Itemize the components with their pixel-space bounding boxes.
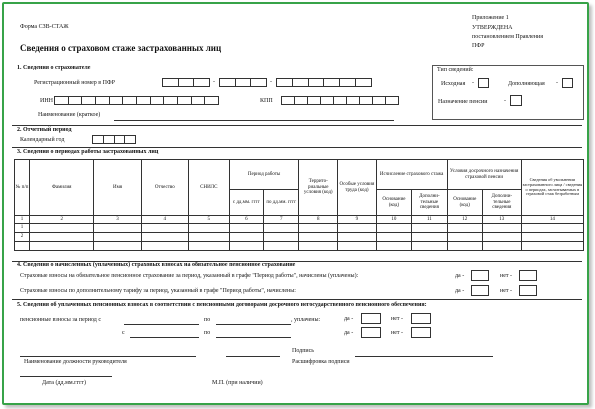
row-number: 2: [15, 233, 30, 242]
col-header-patronymic: Отчество: [141, 160, 188, 216]
year-label: Календарный год: [20, 137, 65, 143]
column-number: 3: [94, 216, 141, 224]
section4-heading: 4. Сведения о начисленных (уплаченных) страховых взносах на обязательное пенсионное страхование: [17, 262, 296, 268]
form-title: Сведения о страховом стаже застрахованных лиц: [20, 43, 222, 53]
col-header-territorial: Террито- риальные условия (код): [299, 160, 338, 216]
divider: [12, 147, 582, 148]
col-header-snils: СНИЛС: [188, 160, 229, 216]
section5-yes-label-2: да -: [344, 330, 354, 336]
section5-from-field-1[interactable]: [124, 324, 199, 325]
info-type-dash-2: -: [556, 80, 558, 86]
reg-number-part1[interactable]: [162, 78, 210, 87]
section5-heading: 5. Сведения об уплаченных пенсионных взносах в соответствии с пенсионными договорами досрочного негосударственного пенсионного обеспечения:: [17, 302, 427, 308]
col-header-insurance: Исчисление страхового стажа: [376, 160, 447, 190]
section4-yes-box-2[interactable]: [471, 285, 489, 296]
info-type-pension-label: Назначение пенсии: [438, 99, 488, 105]
info-type-dash-3: -: [504, 98, 506, 104]
section2-heading: 2. Отчетный период: [17, 127, 72, 133]
org-name-field[interactable]: [114, 120, 394, 121]
kpp-field[interactable]: [281, 96, 399, 105]
section5-to-label-1: по: [204, 317, 211, 323]
org-name-label: Наименование (краткое): [38, 112, 101, 118]
appendix-label: Приложение 1: [472, 15, 509, 21]
section4-no-box-1[interactable]: [519, 270, 537, 281]
section5-to-label-2: по: [204, 330, 211, 336]
reg-dash-1: -: [213, 79, 215, 85]
col-header-period: Период работы: [229, 160, 299, 190]
section5-no-label-2: нет -: [391, 330, 403, 336]
col-header-dismissal: Сведения об увольнении застрахованного лица / сведения о периодах, засчитываемых в страховой стаж безработным: [521, 160, 583, 216]
column-number: 12: [447, 216, 482, 224]
info-type-panel: [432, 65, 584, 120]
section4-line2: Страховые взносы по дополнительному тарифу за период, указанный в графе "Период работы", начислены:: [20, 288, 296, 294]
section5-from-label-2: с: [122, 330, 125, 336]
col-header-name: Имя: [94, 160, 141, 216]
row-number: [15, 242, 30, 251]
column-number: 6: [229, 216, 263, 224]
section5-yes-label-1: да -: [344, 316, 354, 322]
inn-label: ИНН: [40, 98, 53, 104]
reg-number-label: Регистрационный номер в ПФР: [34, 80, 115, 86]
column-number: 13: [482, 216, 521, 224]
col-header-from: с дд.мм. гггг: [229, 190, 263, 216]
column-number: 14: [521, 216, 583, 224]
reg-number-part3[interactable]: [276, 78, 372, 87]
section5-yes-box-1[interactable]: [361, 313, 381, 324]
table-row[interactable]: [15, 233, 584, 242]
signature-label: Подпись: [292, 348, 315, 354]
section4-no-label-2: нет -: [500, 288, 512, 294]
head-position-label: Наименование должности руководителя: [24, 359, 127, 365]
info-type-original-label: Исходная: [441, 81, 466, 87]
work-periods-table: [14, 159, 584, 251]
row-number: 1: [15, 224, 30, 233]
column-number: 2: [30, 216, 94, 224]
info-type-heading: Тип сведений:: [437, 67, 474, 73]
column-number: 8: [299, 216, 338, 224]
column-number: 5: [188, 216, 229, 224]
section3-heading: 3. Сведения о периодах работы застрахованных лиц: [17, 149, 159, 155]
section5-no-box-2[interactable]: [411, 327, 431, 338]
section5-no-box-1[interactable]: [411, 313, 431, 324]
signature-decoding-label: Расшифровка подписи: [292, 359, 350, 365]
col-header-number: № п/п: [15, 160, 30, 216]
info-type-original-checkbox[interactable]: [478, 78, 489, 88]
col-header-surname: Фамилия: [30, 160, 94, 216]
column-number: 7: [264, 216, 299, 224]
col-header-extra: Дополни- тельные сведения: [412, 190, 447, 216]
section5-to-field-1[interactable]: [216, 324, 291, 325]
info-type-dash-1: -: [472, 80, 474, 86]
approved-by-line2: ПФР: [472, 43, 485, 49]
approved-by-line1: постановлением Правления: [472, 34, 543, 40]
section4-yes-label-2: да -: [455, 288, 465, 294]
column-number: 4: [141, 216, 188, 224]
column-number: 1: [15, 216, 30, 224]
divider: [12, 299, 582, 300]
approved-label: УТВЕРЖДЕНА: [472, 25, 513, 31]
signature-field[interactable]: [226, 356, 280, 357]
column-number: 11: [412, 216, 447, 224]
form-label: Форма СЗВ-СТАЖ: [20, 24, 69, 30]
column-number: 9: [338, 216, 377, 224]
col-header-special: Особые условия труда (код): [338, 160, 377, 216]
table-row[interactable]: [15, 242, 584, 251]
stamp-label: М.П. (при наличии): [212, 380, 263, 386]
section5-to-field-2[interactable]: [216, 337, 291, 338]
section4-yes-label-1: да -: [455, 273, 465, 279]
column-number: 10: [376, 216, 411, 224]
col-header-basis: Основание (код): [376, 190, 411, 216]
date-label: Дата (дд.мм.гггг): [42, 380, 86, 386]
section4-no-box-2[interactable]: [519, 285, 537, 296]
reg-dash-2: -: [270, 79, 272, 85]
form-sheet: [2, 2, 589, 405]
section5-paid-label: , уплачены:: [291, 317, 321, 323]
section4-yes-box-1[interactable]: [471, 270, 489, 281]
col-header-basis2: Основание (код): [447, 190, 482, 216]
section4-no-label-1: нет -: [500, 273, 512, 279]
section5-yes-box-2[interactable]: [361, 327, 381, 338]
table-row[interactable]: [15, 224, 584, 233]
info-type-pension-checkbox[interactable]: [510, 95, 522, 106]
col-header-early: Условия досрочного назначения страховой пенсии: [447, 160, 521, 190]
date-field[interactable]: [20, 376, 112, 377]
section4-line1: Страховые взносы на обязательное пенсионное страхование за период, указанный в графе "Период работы", начислены (уплачены):: [20, 273, 359, 279]
section1-heading: 1. Сведения о страхователе: [17, 65, 91, 71]
column-numbers-row: [15, 216, 584, 224]
info-type-supplementary-checkbox[interactable]: [562, 78, 573, 88]
section5-no-label-1: нет -: [391, 316, 403, 322]
year-field[interactable]: [92, 135, 136, 144]
col-header-to: по дд.мм. гггг: [264, 190, 299, 216]
divider: [12, 125, 582, 126]
inn-field[interactable]: [54, 96, 219, 105]
section5-from-label: пенсионные взносы за период с: [20, 317, 101, 323]
kpp-label: КПП: [260, 98, 273, 104]
col-header-extra2: Дополни- тельные сведения: [482, 190, 521, 216]
signature-decoding-field[interactable]: [355, 356, 493, 357]
info-type-supplementary-label: Дополняющая: [508, 81, 545, 87]
reg-number-part2[interactable]: [219, 78, 267, 87]
section5-from-field-2[interactable]: [130, 337, 199, 338]
head-position-field[interactable]: [20, 356, 196, 357]
